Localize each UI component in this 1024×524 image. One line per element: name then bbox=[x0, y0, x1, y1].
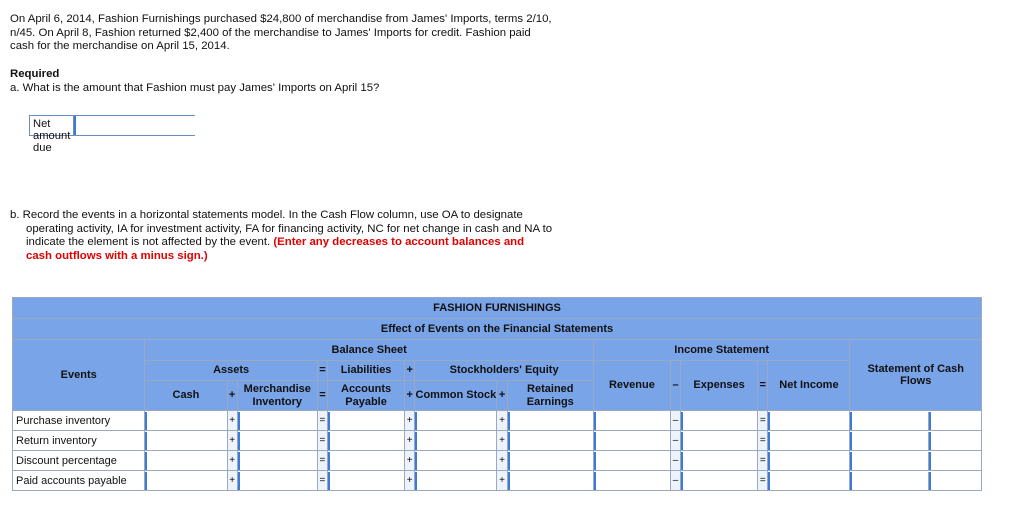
intro-line-3: cash for the merchandise on April 15, 2014. bbox=[10, 40, 230, 53]
net-amount-due-label: Net amount due bbox=[30, 116, 74, 135]
company-title: FASHION FURNISHINGS bbox=[13, 298, 982, 319]
cash-flow-activity-input[interactable] bbox=[929, 452, 981, 470]
minus-sign: – bbox=[670, 471, 680, 491]
plus-sign: + bbox=[497, 381, 507, 411]
table-row bbox=[13, 471, 982, 491]
common-stock-input[interactable] bbox=[415, 412, 496, 430]
revenue-input[interactable] bbox=[594, 412, 670, 430]
merchandise-inventory-input[interactable] bbox=[238, 452, 317, 470]
common-stock-input[interactable] bbox=[415, 432, 496, 450]
retained-earnings-input[interactable] bbox=[508, 432, 593, 450]
retained-earnings-input[interactable] bbox=[508, 412, 593, 430]
net-income-input[interactable] bbox=[768, 432, 849, 450]
cash-flow-activity-input[interactable] bbox=[929, 432, 981, 450]
accounts-payable-input[interactable] bbox=[328, 452, 404, 470]
net-income-input[interactable] bbox=[768, 472, 849, 490]
plus-sign: + bbox=[497, 411, 507, 431]
cash-flow-activity-input[interactable] bbox=[929, 472, 981, 490]
required-heading: Required bbox=[10, 68, 60, 80]
plus-sign: + bbox=[227, 381, 237, 411]
expenses-header: Expenses bbox=[681, 361, 758, 411]
plus-sign: + bbox=[405, 381, 415, 411]
plus-sign: + bbox=[227, 411, 237, 431]
liabilities-header: Liabilities bbox=[328, 361, 405, 381]
plus-sign: + bbox=[497, 431, 507, 451]
events-header: Events bbox=[13, 340, 145, 411]
cash-input[interactable] bbox=[145, 452, 226, 470]
part-b-line-3 bbox=[10, 236, 590, 250]
event-label: Return inventory bbox=[13, 431, 145, 451]
plus-sign: + bbox=[405, 411, 415, 431]
merchandise-inventory-input[interactable] bbox=[238, 412, 317, 430]
table-subtitle: Effect of Events on the Financial Statements bbox=[13, 319, 982, 340]
equals-sign: = bbox=[317, 451, 327, 471]
equals-sign: = bbox=[758, 361, 768, 411]
equals-sign: = bbox=[317, 431, 327, 451]
net-amount-due-field bbox=[29, 115, 195, 154]
merchandise-inventory-header: Merchandise Inventory bbox=[237, 381, 317, 411]
plus-sign: + bbox=[227, 431, 237, 451]
retained-earnings-input[interactable] bbox=[508, 472, 593, 490]
problem-intro bbox=[10, 13, 590, 54]
revenue-header: Revenue bbox=[593, 361, 670, 411]
part-b-line-4: cash outflows with a minus sign.) bbox=[26, 249, 208, 262]
assets-header: Assets bbox=[145, 361, 317, 381]
accounts-payable-header: Accounts Payable bbox=[328, 381, 405, 411]
table-row bbox=[13, 411, 982, 431]
equals-sign: = bbox=[758, 411, 768, 431]
cash-flow-amount-input[interactable] bbox=[850, 412, 929, 430]
revenue-input[interactable] bbox=[594, 472, 670, 490]
intro-line-2: n/45. On April 8, Fashion returned $2,400 of the merchandise to James' Imports for credit. Fashion paid bbox=[10, 26, 531, 39]
equals-sign: = bbox=[758, 471, 768, 491]
plus-sign: + bbox=[227, 471, 237, 491]
accounts-payable-input[interactable] bbox=[328, 432, 404, 450]
equals-sign: = bbox=[317, 411, 327, 431]
stockholders-equity-header: Stockholders' Equity bbox=[415, 361, 594, 381]
merchandise-inventory-input[interactable] bbox=[238, 432, 317, 450]
plus-sign: + bbox=[227, 451, 237, 471]
equals-sign: = bbox=[317, 381, 327, 411]
equals-sign: = bbox=[317, 361, 327, 381]
merchandise-inventory-input[interactable] bbox=[238, 472, 317, 490]
minus-sign: – bbox=[670, 451, 680, 471]
plus-sign: + bbox=[497, 451, 507, 471]
horizontal-statements-model bbox=[12, 297, 982, 491]
event-label: Purchase inventory bbox=[13, 411, 145, 431]
event-label: Paid accounts payable bbox=[13, 471, 145, 491]
expenses-input[interactable] bbox=[681, 412, 757, 430]
retained-earnings-input[interactable] bbox=[508, 452, 593, 470]
equals-sign: = bbox=[758, 451, 768, 471]
cash-flows-header: Statement of Cash Flows bbox=[850, 340, 982, 411]
part-b-line-1: b. Record the events in a horizontal statements model. In the Cash Flow column, use OA to designate bbox=[10, 209, 523, 221]
cash-flow-amount-input[interactable] bbox=[850, 452, 929, 470]
cash-input[interactable] bbox=[145, 432, 226, 450]
common-stock-header: Common Stock bbox=[415, 381, 497, 411]
net-amount-due-input[interactable] bbox=[74, 116, 226, 135]
part-b-line-2: operating activity, IA for investment activity, FA for financing activity, NC for net change in cash and NA to bbox=[26, 222, 553, 235]
cash-header: Cash bbox=[145, 381, 227, 411]
part-b-line-3-text: indicate the element is not affected by the event. bbox=[26, 236, 274, 249]
table-row bbox=[13, 431, 982, 451]
retained-earnings-header: Retained Earnings bbox=[507, 381, 593, 411]
accounts-payable-input[interactable] bbox=[328, 472, 404, 490]
event-label: Discount percentage bbox=[13, 451, 145, 471]
plus-sign: + bbox=[497, 471, 507, 491]
accounts-payable-input[interactable] bbox=[328, 412, 404, 430]
revenue-input[interactable] bbox=[594, 452, 670, 470]
cash-flow-amount-input[interactable] bbox=[850, 472, 929, 490]
net-income-input[interactable] bbox=[768, 452, 849, 470]
plus-sign: + bbox=[405, 361, 415, 381]
plus-sign: + bbox=[405, 451, 415, 471]
cash-input[interactable] bbox=[145, 472, 226, 490]
question-b bbox=[10, 209, 590, 263]
expenses-input[interactable] bbox=[681, 452, 757, 470]
cash-input[interactable] bbox=[145, 412, 226, 430]
cash-flow-amount-input[interactable] bbox=[850, 432, 929, 450]
part-b-instruction-red: (Enter any decreases to account balances and bbox=[273, 236, 525, 249]
minus-sign: – bbox=[670, 361, 680, 411]
revenue-input[interactable] bbox=[594, 432, 670, 450]
income-statement-header: Income Statement bbox=[593, 340, 850, 361]
common-stock-input[interactable] bbox=[415, 452, 496, 470]
expenses-input[interactable] bbox=[681, 432, 757, 450]
question-a: a. What is the amount that Fashion must pay James' Imports on April 15? bbox=[10, 82, 380, 94]
table-row bbox=[13, 451, 982, 471]
equals-sign: = bbox=[317, 471, 327, 491]
balance-sheet-header: Balance Sheet bbox=[145, 340, 593, 361]
equals-sign: = bbox=[758, 431, 768, 451]
net-income-header: Net Income bbox=[768, 361, 850, 411]
minus-sign: – bbox=[670, 431, 680, 451]
plus-sign: + bbox=[405, 431, 415, 451]
common-stock-input[interactable] bbox=[415, 472, 496, 490]
net-income-input[interactable] bbox=[768, 412, 849, 430]
cash-flow-activity-input[interactable] bbox=[929, 412, 981, 430]
expenses-input[interactable] bbox=[681, 472, 757, 490]
intro-line-1: On April 6, 2014, Fashion Furnishings purchased $24,800 of merchandise from James' Imports, terms 2/10, bbox=[10, 13, 552, 25]
minus-sign: – bbox=[670, 411, 680, 431]
plus-sign: + bbox=[405, 471, 415, 491]
